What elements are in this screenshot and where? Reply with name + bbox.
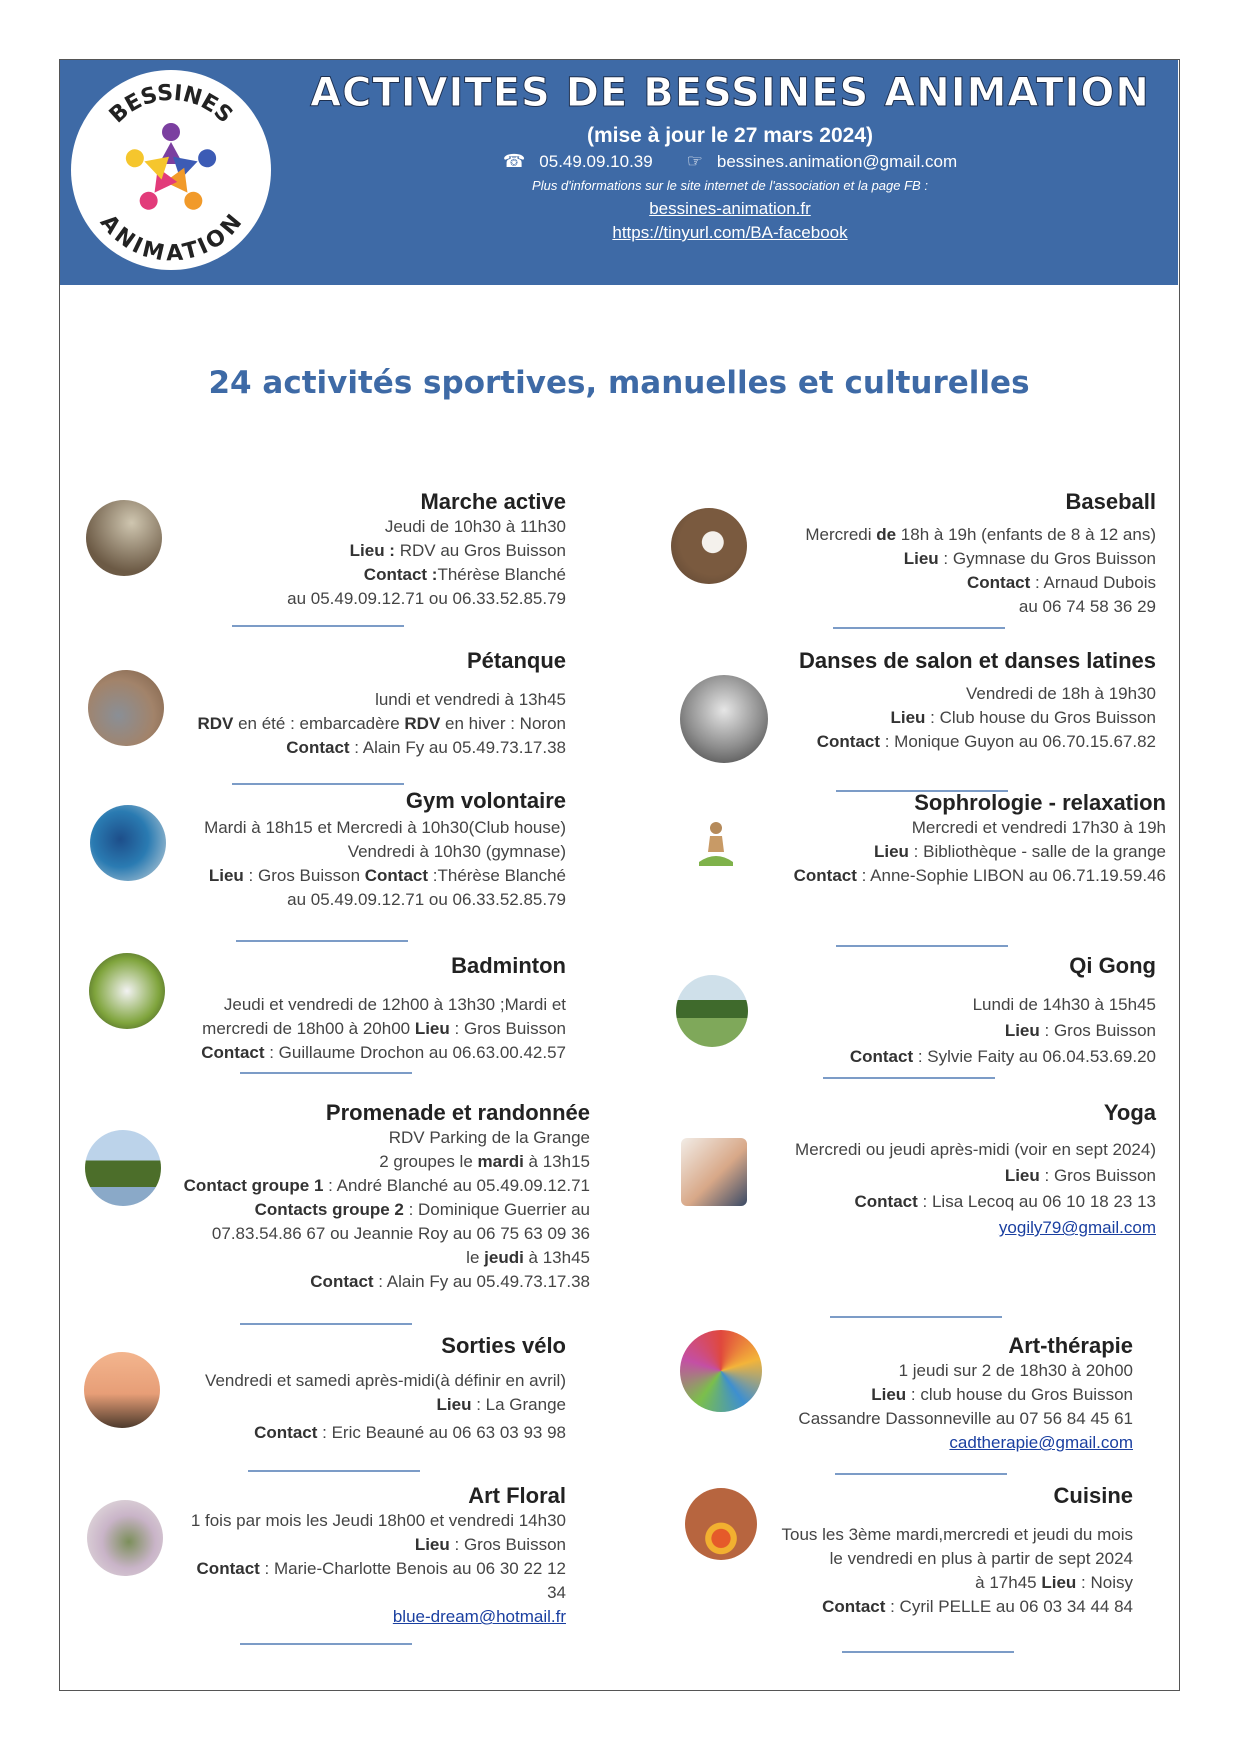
activity-promenade — [184, 1100, 590, 1294]
activity-schedule: Vendredi de 18h à 19h30 — [965, 684, 1156, 703]
activity-name: Badminton — [451, 953, 566, 978]
logo-text-bottom: ANIMATION — [94, 210, 248, 267]
gym-photo — [90, 805, 166, 881]
activity-email-link[interactable]: cadtherapie@gmail.com — [949, 1433, 1133, 1452]
pointing-hand-icon: ☞ — [686, 151, 703, 171]
activity-time-location: à 17h45 Lieu : Noisy — [975, 1573, 1133, 1592]
divider — [835, 1473, 1007, 1475]
promenade-photo — [85, 1130, 161, 1206]
activity-contact: Contact : Arnaud Dubois — [967, 573, 1156, 592]
activity-location: Lieu : club house du Gros Buisson — [871, 1385, 1133, 1404]
activity-badminton — [201, 953, 566, 1065]
badminton-photo — [89, 953, 165, 1029]
divider — [830, 1316, 1002, 1318]
logo-graphic — [71, 70, 271, 270]
header-email[interactable]: bessines.animation@gmail.com — [716, 151, 958, 171]
activity-phones: au 05.49.09.12.71 ou 06.33.52.85.79 — [287, 890, 566, 909]
activity-phones: 07.83.54.86 67 ou Jeannie Roy au 06 75 63 09 36 — [211, 1224, 590, 1243]
activity-email-link[interactable]: blue-dream@hotmail.fr — [392, 1607, 566, 1626]
activity-contact-group-1: Contact groupe 1 : André Blanché au 05.49.09.12.71 — [183, 1176, 590, 1195]
activity-yoga — [795, 1100, 1156, 1240]
activity-floral — [191, 1483, 566, 1629]
activity-schedule: lundi et vendredi à 13h45 — [375, 690, 566, 709]
divider — [836, 945, 1008, 947]
activity-schedule: 1 fois par mois les Jeudi 18h00 et vendredi 14h30 — [190, 1511, 566, 1530]
activity-contact: Contact : Alain Fy au 05.49.73.17.38 — [286, 738, 566, 757]
divider — [240, 1643, 412, 1645]
activity-qigong — [850, 953, 1156, 1069]
activity-name: Danses de salon et danses latines — [798, 648, 1156, 673]
meditation-icon — [697, 820, 735, 870]
activity-contact: Contact : Lisa Lecoq au 06 10 18 23 13 — [854, 1192, 1156, 1211]
qigong-photo — [676, 975, 748, 1047]
activity-baseball — [805, 489, 1156, 619]
divider — [236, 940, 408, 942]
activity-name: Marche active — [420, 489, 566, 514]
activity-schedule: Vendredi et samedi après-midi(à définir en avril) — [205, 1371, 566, 1390]
activity-sophro — [794, 790, 1166, 888]
activity-contact: Cassandre Dassonneville au 07 56 84 45 61 — [798, 1409, 1133, 1428]
header-contacts — [290, 151, 1170, 172]
activity-cuisine — [782, 1483, 1133, 1619]
activity-danses — [799, 648, 1156, 754]
website-link[interactable]: bessines-animation.fr — [649, 199, 811, 218]
activity-name: Art-thérapie — [1008, 1333, 1133, 1358]
activity-name: Gym volontaire — [405, 788, 566, 813]
velo-photo — [84, 1352, 160, 1428]
divider — [232, 783, 404, 785]
divider — [240, 1323, 412, 1325]
arttherapie-photo — [680, 1330, 762, 1412]
activity-contact: Contact : Anne-Sophie LIBON au 06.71.19.59.46 — [793, 866, 1166, 885]
logo — [71, 70, 271, 270]
activity-schedule-2: le vendredi en plus à partir de sept 2024 — [829, 1549, 1133, 1568]
activity-groups: 2 groupes le mardi à 13h15 — [379, 1152, 590, 1171]
activity-schedule: Mercredi de 18h à 19h (enfants de 8 à 12 ans) — [805, 525, 1156, 544]
activity-name: Pétanque — [466, 648, 566, 673]
marche-photo — [86, 500, 162, 576]
activity-schedule: Jeudi de 10h30 à 11h30 — [384, 517, 566, 536]
baseball-photo — [671, 508, 747, 584]
divider — [248, 1470, 420, 1472]
activity-contact: Contact : Monique Guyon au 06.70.15.67.82 — [816, 732, 1156, 751]
activity-location: Lieu : Gros Buisson — [1004, 1021, 1156, 1040]
divider — [833, 627, 1005, 629]
petanque-photo — [88, 670, 164, 746]
activity-location: Lieu : La Grange — [436, 1395, 566, 1414]
activity-contact: Contact : Eric Beauné au 06 63 03 93 98 — [254, 1423, 566, 1442]
divider — [240, 1072, 412, 1074]
activity-contact-group-2: Contacts groupe 2 : Dominique Guerrier au — [254, 1200, 590, 1219]
activity-name: Promenade et randonnée — [325, 1100, 590, 1125]
activity-name: Art Floral — [468, 1483, 566, 1508]
activity-schedule: Tous les 3ème mardi,mercredi et jeudi du mois — [781, 1525, 1133, 1544]
activity-name: Yoga — [1103, 1100, 1156, 1125]
activity-location: Lieu : Gros Buisson — [1004, 1166, 1156, 1185]
activity-phones: 34 — [547, 1583, 566, 1602]
activity-schedule-2: Vendredi à 10h30 (gymnase) — [347, 842, 566, 861]
section-title: 24 activités sportives, manuelles et culturelles — [208, 365, 1030, 401]
cuisine-photo — [685, 1488, 757, 1560]
activity-name: Cuisine — [1053, 1483, 1133, 1508]
activity-meeting-point: RDV Parking de la Grange — [388, 1128, 590, 1147]
activity-contact: Contact : Alain Fy au 05.49.73.17.38 — [310, 1272, 590, 1291]
floral-photo — [87, 1500, 163, 1576]
activity-schedule: Lundi de 14h30 à 15h45 — [972, 995, 1156, 1014]
activity-contact: Contact :Thérèse Blanché — [363, 565, 566, 584]
page-title: ACTIVITES DE BESSINES ANIMATION — [310, 70, 1150, 116]
divider — [232, 625, 404, 627]
activity-name: Qi Gong — [1069, 953, 1156, 978]
facebook-link[interactable]: https://tinyurl.com/BA-facebook — [612, 223, 848, 242]
activity-thursday: le jeudi à 13h45 — [466, 1248, 590, 1267]
activity-schedule: 1 jeudi sur 2 de 18h30 à 20h00 — [898, 1361, 1133, 1380]
divider — [823, 1077, 995, 1079]
activity-phones: au 06 74 58 36 29 — [1018, 597, 1156, 616]
activity-contact: Contact : Guillaume Drochon au 06.63.00.42.57 — [201, 1043, 566, 1062]
activity-marche — [287, 489, 566, 611]
activity-name: Baseball — [1065, 489, 1156, 514]
activity-location: Lieu : Gymnase du Gros Buisson — [903, 549, 1156, 568]
activity-location: Lieu : Gros Buisson — [414, 1535, 566, 1554]
activity-schedule-location: mercredi de 18h00 à 20h00 Lieu : Gros Buisson — [202, 1019, 566, 1038]
activity-contact: Contact : Marie-Charlotte Benois au 06 30 22 12 — [196, 1559, 566, 1578]
activity-arttherapie — [798, 1333, 1133, 1455]
activity-schedule: Mercredi ou jeudi après-midi (voir en sept 2024) — [795, 1140, 1156, 1159]
activity-schedule: Mercredi et vendredi 17h30 à 19h — [911, 818, 1166, 837]
activity-petanque — [197, 648, 566, 760]
activity-location: Lieu : RDV au Gros Buisson — [349, 541, 566, 560]
activity-gym — [204, 788, 566, 912]
phone-icon: ☎ — [502, 151, 526, 171]
info-note: Plus d'informations sur le site internet de l'association et la page FB : — [532, 178, 928, 193]
activity-phones: au 05.49.09.12.71 ou 06.33.52.85.79 — [287, 589, 566, 608]
update-date: (mise à jour le 27 mars 2024) — [587, 124, 873, 147]
activity-location: Lieu : Bibliothèque - salle de la grange — [873, 842, 1166, 861]
activity-name: Sophrologie - relaxation — [914, 790, 1166, 815]
activity-location-contact: Lieu : Gros Buisson Contact :Thérèse Blanché — [208, 866, 566, 885]
divider — [842, 1651, 1014, 1653]
activity-velo — [205, 1333, 566, 1445]
logo-text-top: BESSINES — [104, 80, 238, 129]
activity-contact: Contact : Sylvie Faity au 06.04.53.69.20 — [849, 1047, 1156, 1066]
yoga-photo — [681, 1138, 747, 1206]
danses-photo — [680, 675, 768, 763]
activity-schedule: Jeudi et vendredi de 12h00 à 13h30 ;Mardi et — [223, 995, 566, 1014]
activity-schedule: Mardi à 18h15 et Mercredi à 10h30(Club house) — [204, 818, 566, 837]
activity-contact: Contact : Cyril PELLE au 06 03 34 44 84 — [822, 1597, 1133, 1616]
activity-name: Sorties vélo — [441, 1333, 566, 1358]
activity-email-link[interactable]: yogily79@gmail.com — [998, 1218, 1156, 1237]
activity-location: RDV en été : embarcadère RDV en hiver : Noron — [197, 714, 566, 733]
activity-location: Lieu : Club house du Gros Buisson — [890, 708, 1156, 727]
header-phone: 05.49.09.10.39 — [539, 151, 653, 171]
